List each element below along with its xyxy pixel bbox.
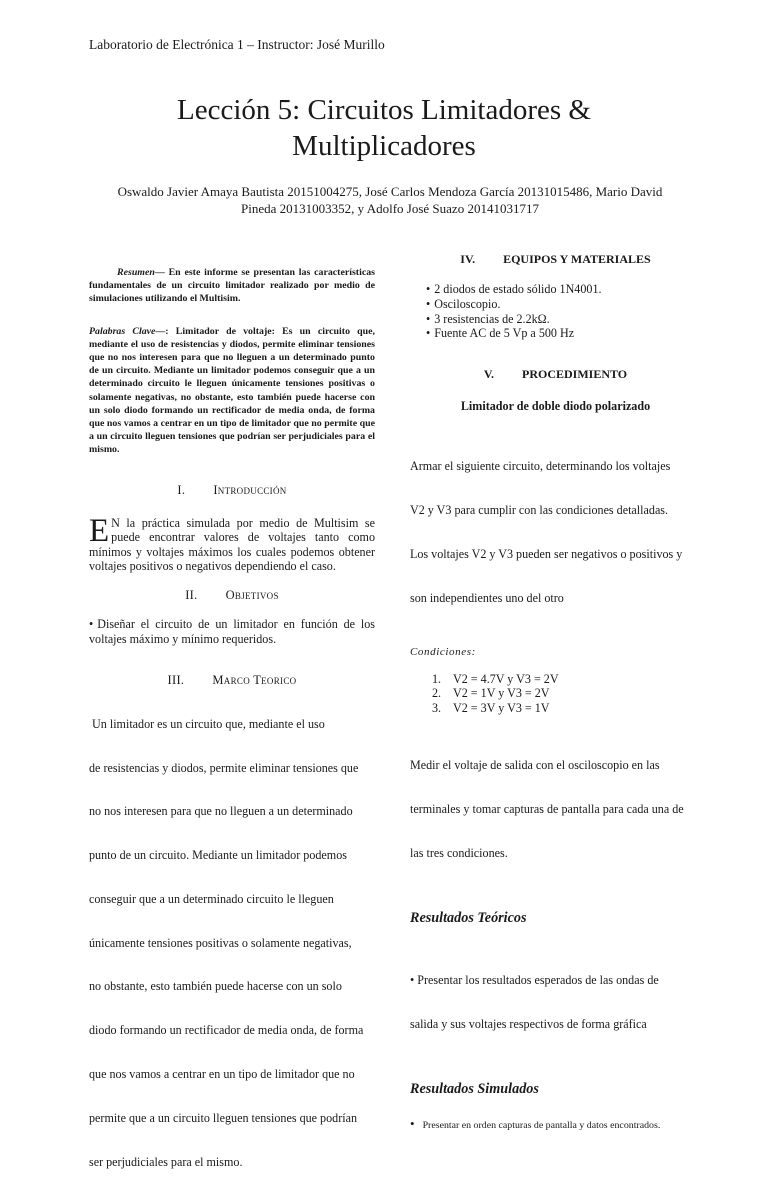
text-line: las tres condiciones.: [410, 846, 508, 861]
text-line: que nos vamos a centrar en un tipo de limitador que no: [89, 1067, 355, 1082]
section-heading-equipos: [410, 252, 701, 267]
list-item: • Osciloscopio.: [426, 297, 701, 312]
drop-cap: E: [89, 512, 110, 549]
text-line: ser perjudiciales para el mismo.: [89, 1154, 243, 1169]
list-item: • Fuente AC de 5 Vp a 500 Hz: [426, 326, 701, 341]
list-item: [432, 701, 701, 716]
simulados-bullet: [410, 1115, 701, 1133]
item-number: 3.: [432, 700, 442, 715]
author-list: [95, 183, 685, 217]
text-line: terminales y tomar capturas de pantalla para cada una de: [410, 802, 684, 817]
section-number: IV.: [460, 252, 476, 266]
keywords-dash: —:: [155, 325, 169, 337]
text-line: no nos interesen para que no lleguen a un determinado: [89, 804, 353, 819]
keywords-lead: Palabras Clave: [89, 325, 156, 337]
section-number: V.: [483, 367, 494, 382]
running-head: Laboratorio de Electrónica 1 – Instructor: José Murillo: [89, 37, 385, 52]
objetivos-list: [89, 617, 375, 647]
bullet-text: Presentar en orden capturas de pantalla y datos encontrados.: [422, 1119, 661, 1131]
keywords: [89, 325, 375, 457]
heading-resultados-teoricos: Resultados Teóricos: [410, 909, 527, 926]
text-line: Medir el voltaje de salida con el osciloscopio en las: [410, 758, 660, 773]
item-number: 1.: [432, 671, 442, 686]
abstract: [89, 266, 375, 306]
text-line: • Presentar los resultados esperados de las ondas de: [410, 973, 659, 987]
section-heading-procedimiento: [410, 367, 701, 382]
text-line: diodo formando un rectificador de media onda, de forma: [89, 1023, 364, 1038]
text-line: Armar el siguiente circuito, determinando los voltajes: [410, 459, 671, 474]
abstract-lead: Resumen: [117, 267, 155, 278]
title-line-1: Lección 5: Circuitos Limitadores &: [177, 94, 591, 126]
list-item: • Diseñar el circuito de un limitador en función de los voltajes máximo y mínimo requeridos.: [89, 617, 375, 647]
section-number: I.: [177, 482, 186, 497]
list-item: [432, 672, 701, 687]
item-text: V2 = 1V y V3 = 2V: [453, 686, 550, 701]
subsection-title: Limitador de doble diodo polarizado: [460, 399, 651, 414]
text-line: no obstante, esto también puede hacerse con un solo: [89, 979, 342, 994]
text-line: permite que a un circuito lleguen tensiones que podrían: [89, 1110, 357, 1125]
left-column: [89, 238, 375, 1198]
text-line: punto de un circuito. Mediante un limitador podemos: [89, 848, 347, 863]
marco-paragraph: [89, 688, 375, 1198]
abstract-dash: —: [154, 267, 165, 278]
conditions-label: Condiciones:: [410, 645, 476, 658]
abstract-text: En este informe se presentan las características fundamentales de un circuito limitador realizado por medio de simulaciones utilizando el Multisim.: [89, 267, 375, 305]
section-number: III.: [167, 672, 185, 687]
text-line: Los voltajes V2 y V3 pueden ser negativos o positivos y: [410, 546, 683, 561]
section-heading-marco: [89, 673, 375, 688]
text-line: V2 y V3 para cumplir con las condiciones detalladas.: [410, 503, 669, 518]
conditions-list: [410, 672, 701, 716]
section-number: II.: [185, 588, 198, 603]
section-title: EQUIPOS Y MATERIALES: [503, 252, 651, 266]
procedimiento-paragraph: [410, 430, 701, 634]
authors-line-1: Oswaldo Javier Amaya Bautista 20151004275, José Carlos Mendoza García 20131015486, Mario David: [117, 184, 663, 199]
right-column: [410, 252, 701, 1133]
item-text: V2 = 4.7V y V3 = 2V: [453, 671, 559, 686]
list-item: • 3 resistencias de 2.2kΩ.: [426, 312, 701, 327]
keywords-text: Limitador de voltaje: Es un circuito que, mediante el uso de resistencias y diodos, permite eliminar tensiones que no nos interesen para que no lleguen a un determinado punto de un circuito. Mediante un limitador podemos conseguir que a un determinado circuito le lleguen únicamente tensiones positivas o solamente negativas, no obstante, esto también puede hacerse con un solo diodo formando un rectificador de media onda, de forma que nos vamos a centrar en un tipo de limitador que no permite que a un circuito lleguen tensiones que podrían ser perjudiciales para el mismo.: [89, 325, 376, 456]
list-item: [432, 686, 701, 701]
text-line: salida y sus voltajes respectivos de forma gráfica: [410, 1016, 647, 1031]
intro-text: N la práctica simulada por medio de Multisim se puede encontrar valores de voltajes tanto como mínimos y voltajes máximos los cuales podemos obtener voltajes positivos o negativos dependiendo el caso.: [89, 515, 375, 574]
section-title: Marco Teorico: [212, 672, 297, 687]
item-text: V2 = 3V y V3 = 1V: [453, 700, 550, 715]
text-line: Un limitador es un circuito que, mediante el uso: [89, 716, 325, 731]
section-heading-intro: [89, 483, 375, 498]
teoricos-bullet: [410, 944, 701, 1061]
equipos-list: [410, 282, 701, 341]
intro-paragraph: [89, 512, 375, 574]
list-item: • 2 diodos de estado sólido 1N4001.: [426, 282, 701, 297]
text-line: son independientes uno del otro: [410, 590, 564, 605]
authors-line-2: Pineda 20131003352, y Adolfo José Suazo 20141031717: [241, 201, 539, 216]
text-line: de resistencias y diodos, permite eliminar tensiones que: [89, 760, 359, 775]
section-title: PROCEDIMIENTO: [522, 367, 628, 382]
section-heading-objetivos: [89, 588, 375, 603]
bullet-text: Presentar los resultados esperados de las ondas de: [417, 973, 659, 987]
item-number: 2.: [432, 686, 442, 701]
text-line: conseguir que a un determinado circuito le lleguen: [89, 891, 334, 906]
section-title: Introducción: [213, 482, 287, 497]
title-line-2: Multiplicadores: [292, 130, 476, 162]
heading-resultados-simulados: Resultados Simulados: [410, 1080, 539, 1097]
text-line: únicamente tensiones positivas o solamente negativas,: [89, 935, 352, 950]
paper-title: [0, 92, 768, 164]
measure-paragraph: [410, 729, 701, 890]
bullet-glyph: •: [410, 1115, 415, 1131]
section-title: Objetivos: [225, 588, 279, 603]
